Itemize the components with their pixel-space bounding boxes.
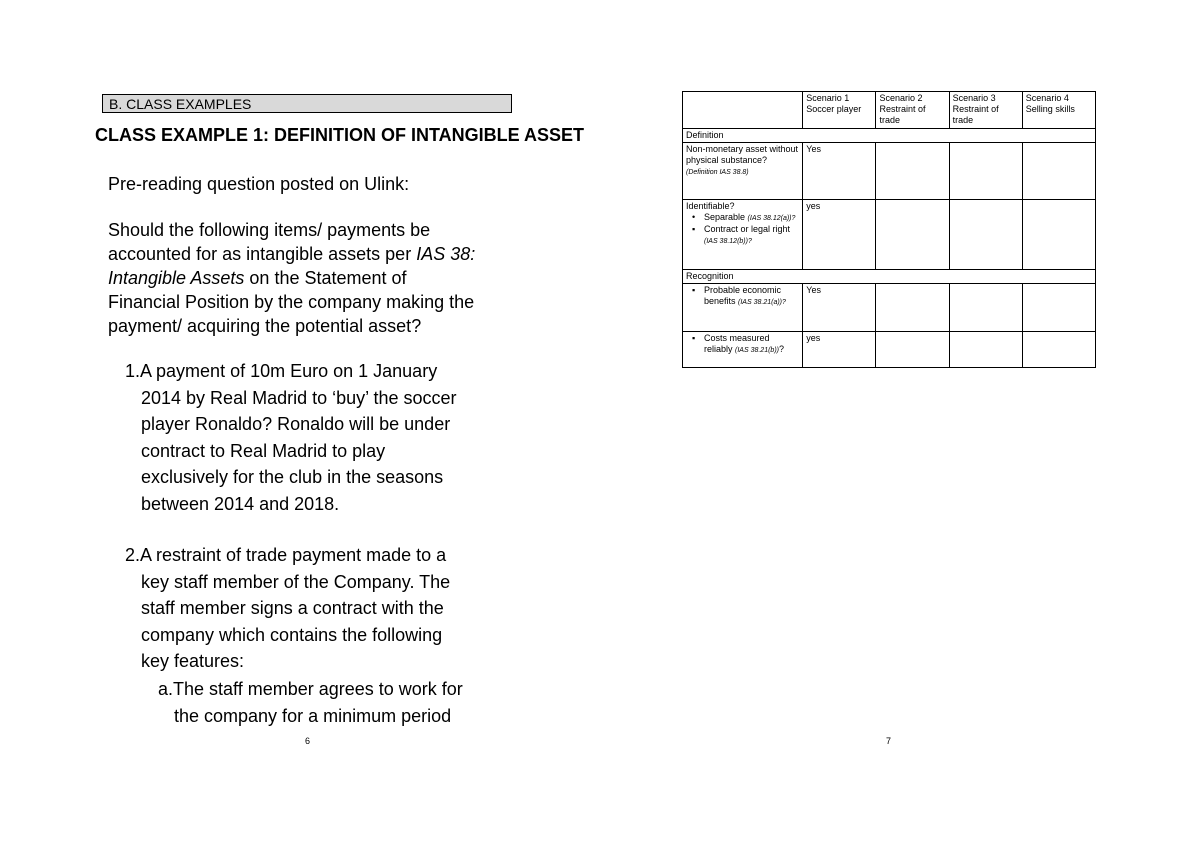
- header-cell-scenario-4: [1022, 92, 1095, 129]
- table-corner-cell: [683, 92, 803, 129]
- answer-cell: Yes: [803, 284, 876, 332]
- table-row: [683, 284, 1096, 332]
- question-text: on the Statement of: [244, 268, 407, 288]
- header-text: Scenario 3: [952, 93, 996, 103]
- criterion-bullet: [686, 212, 799, 224]
- table-row: [683, 332, 1096, 368]
- question-line: [108, 266, 528, 290]
- section-recognition: Recognition: [683, 270, 1096, 284]
- criterion-text: Contract or legal right: [704, 224, 791, 234]
- answer-cell: [949, 143, 1022, 200]
- header-cell-scenario-2: [876, 92, 949, 129]
- header-text: Selling skills: [1025, 104, 1075, 114]
- header-text: Scenario 1: [806, 93, 850, 103]
- header-text: Restraint of: [879, 104, 926, 114]
- question-line: [108, 242, 528, 266]
- page-heading: CLASS EXAMPLE 1: DEFINITION OF INTANGIBLE ASSET: [95, 125, 585, 145]
- answer-cell: [876, 332, 949, 368]
- item-line: 1.A payment of 10m Euro on 1 January: [125, 361, 438, 381]
- answer-cell: [876, 200, 949, 270]
- item-line: a.The staff member agrees to work for: [158, 679, 463, 699]
- item-line: player Ronaldo? Ronaldo will be under: [141, 414, 451, 434]
- answer-cell: [1022, 143, 1095, 200]
- criterion-reference: (IAS 38.12(b))?: [704, 238, 752, 245]
- item-line: exclusively for the club in the seasons: [141, 467, 444, 487]
- item-line: the company for a minimum period: [174, 705, 452, 726]
- header-cell-scenario-1: [803, 92, 876, 129]
- table-row: [683, 200, 1096, 270]
- criterion-bullet: [686, 285, 799, 308]
- item-line: key features:: [141, 651, 245, 671]
- answer-cell: [949, 284, 1022, 332]
- header-text: Restraint of: [952, 104, 999, 114]
- standard-reference: IAS 38:: [416, 244, 476, 264]
- question-text: accounted for as intangible assets per: [108, 244, 417, 264]
- answer-cell: [876, 284, 949, 332]
- question-line: Should the following items/ payments be: [108, 220, 431, 240]
- section-label-box: [102, 94, 512, 113]
- answer-cell: [1022, 284, 1095, 332]
- question-line: Financial Position by the company making the: [108, 292, 475, 312]
- answer-cell: [949, 332, 1022, 368]
- answer-cell: yes: [803, 332, 876, 368]
- standard-title: Intangible Assets: [108, 268, 245, 288]
- criterion-reference: (Definition IAS 38.8): [686, 169, 749, 176]
- section-label: B. CLASS EXAMPLES: [109, 96, 252, 112]
- criterion-cell: [683, 143, 803, 200]
- item-line: company which contains the following: [141, 624, 443, 645]
- table-section-row: [683, 129, 1096, 143]
- table-header-row: [683, 92, 1096, 129]
- criterion-cell: [683, 200, 803, 270]
- header-text: Scenario 2: [879, 93, 923, 103]
- item-line: 2014 by Real Madrid to ‘buy’ the soccer: [141, 387, 457, 408]
- criterion-cell: [683, 332, 803, 368]
- item-line: contract to Real Madrid to play: [141, 440, 386, 461]
- answer-cell: [876, 143, 949, 200]
- criterion-text: Separable: [704, 212, 748, 222]
- answer-cell: yes: [803, 200, 876, 270]
- header-text: trade: [952, 115, 974, 125]
- list-item-2a: [158, 676, 463, 729]
- list-item-1: [125, 358, 457, 517]
- scenario-table: [682, 91, 1096, 368]
- header-text: Soccer player: [806, 104, 862, 114]
- header-text: Scenario 4: [1025, 93, 1069, 103]
- item-line: staff member signs a contract with the: [141, 598, 444, 618]
- criterion-text: Non-monetary asset without physical substance?: [686, 144, 799, 165]
- header-text: trade: [879, 115, 900, 125]
- answer-cell: [1022, 332, 1095, 368]
- page-number-left: 6: [305, 736, 311, 746]
- criterion-text: ?: [778, 344, 784, 354]
- list-item-2: [125, 542, 450, 675]
- answer-cell: [1022, 200, 1095, 270]
- answer-cell: Yes: [803, 143, 876, 200]
- criterion-text: Costs measured reliably: [704, 333, 770, 354]
- criterion-text: Identifiable?: [686, 201, 735, 211]
- item-line: key staff member of the Company. The: [141, 571, 451, 592]
- item-line: 2.A restraint of trade payment made to a: [125, 545, 447, 565]
- criterion-cell: [683, 284, 803, 332]
- question-paragraph: [108, 218, 528, 338]
- section-definition: Definition: [683, 129, 1096, 143]
- header-cell-scenario-3: [949, 92, 1022, 129]
- table-section-row: [683, 270, 1096, 284]
- pre-reading-text: Pre-reading question posted on Ulink:: [108, 174, 410, 194]
- answer-cell: [949, 200, 1022, 270]
- item-line: between 2014 and 2018.: [141, 493, 340, 514]
- page-number-right: 7: [886, 736, 892, 746]
- criterion-reference: (IAS 38.21(a))?: [738, 299, 786, 306]
- criterion-reference: (IAS 38.12(a))?: [747, 215, 796, 222]
- criterion-reference: (IAS 38.21(b)): [735, 347, 779, 354]
- table-row: [683, 143, 1096, 200]
- criterion-text: Probable economic benefits: [704, 285, 782, 306]
- question-line: payment/ acquiring the potential asset?: [108, 316, 422, 336]
- criterion-bullet: [686, 224, 799, 247]
- criterion-bullet: [686, 333, 799, 356]
